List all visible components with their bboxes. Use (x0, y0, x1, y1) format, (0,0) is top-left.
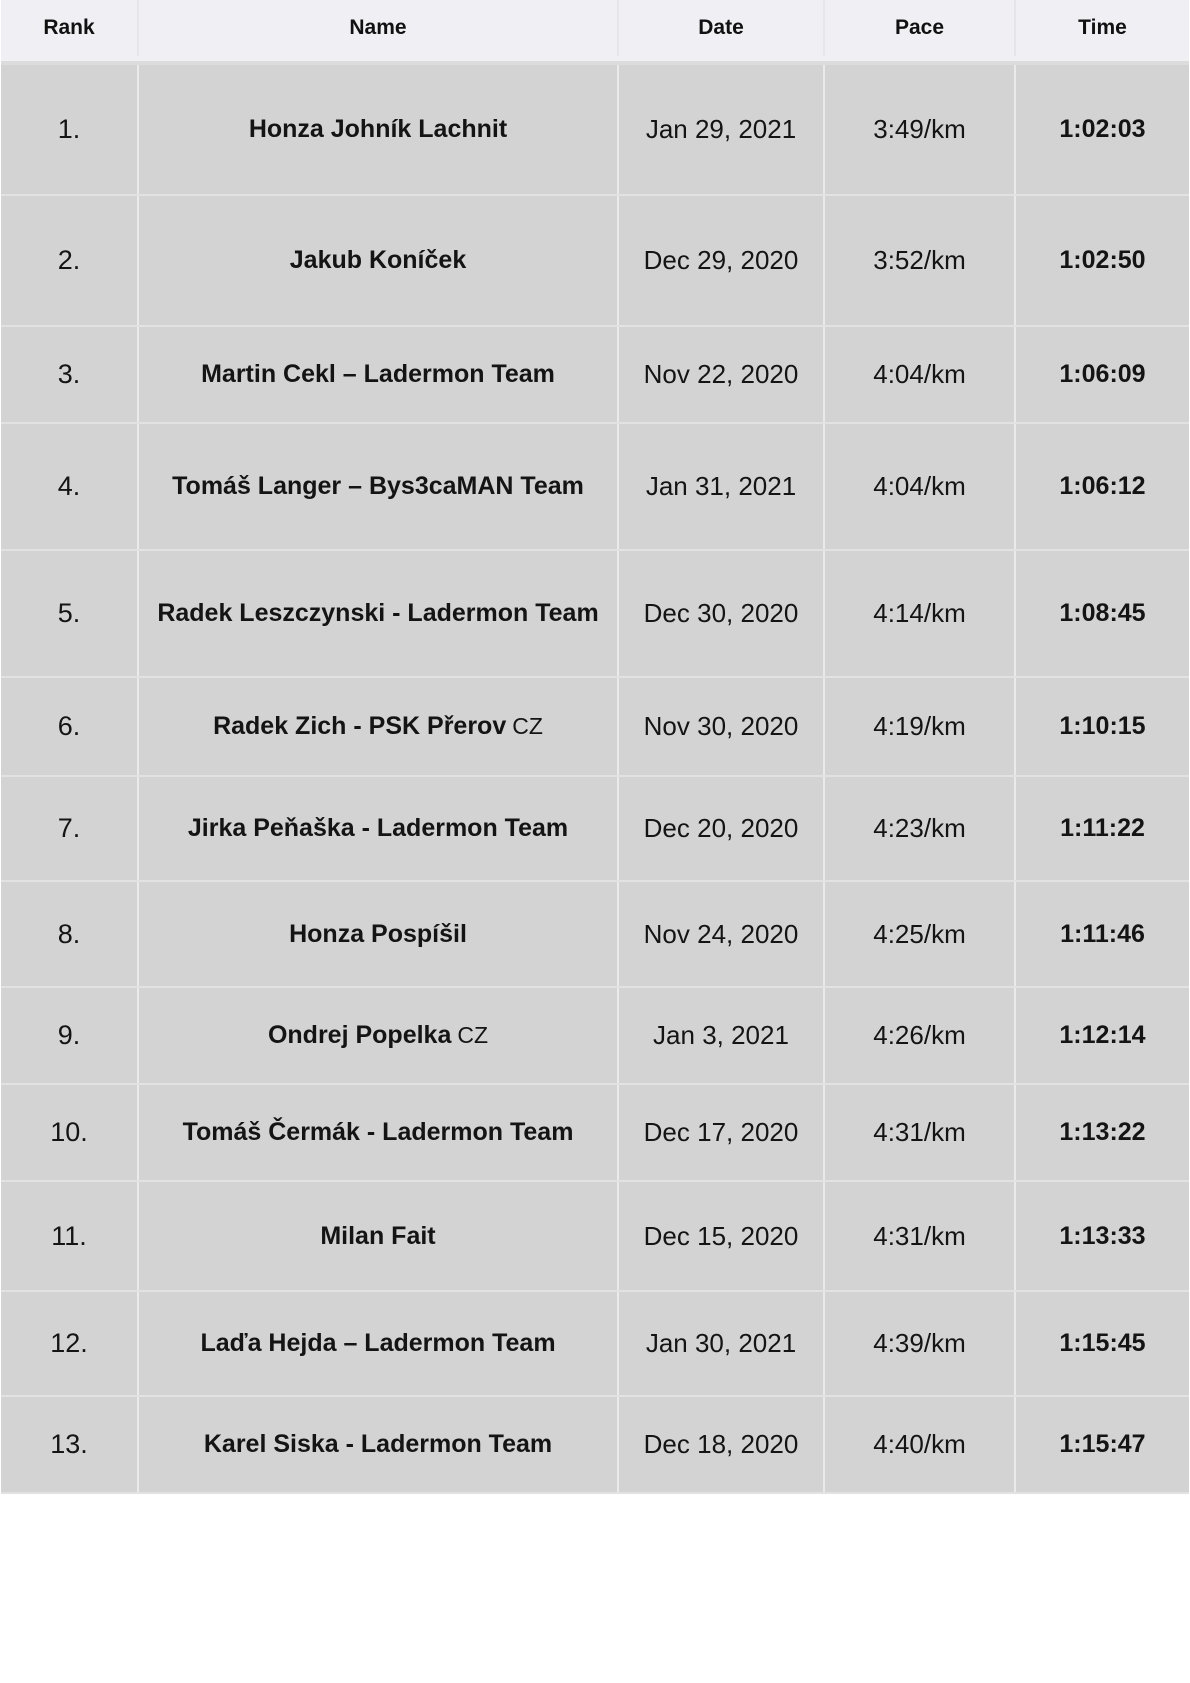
time-cell: 1:06:12 (1059, 472, 1146, 500)
rank-cell: 10. (1, 1085, 139, 1180)
time-cell: 1:10:15 (1059, 712, 1146, 740)
pace-cell: 4:14/km (825, 551, 1016, 676)
name-cell (139, 882, 619, 986)
rank-cell: 2. (1, 196, 139, 325)
table-row (1, 65, 1189, 196)
pace-cell: 4:04/km (825, 424, 1016, 549)
name-cell (139, 424, 619, 549)
date-cell: Dec 30, 2020 (619, 551, 825, 676)
name-cell (139, 678, 619, 775)
runner-name: Karel Siska - Ladermon Team (203, 1430, 553, 1458)
pace-cell: 4:31/km (825, 1182, 1016, 1290)
date-cell: Dec 18, 2020 (619, 1397, 825, 1492)
runner-name: Honza Johník Lachnit (248, 115, 508, 143)
pace-cell: 4:26/km (825, 988, 1016, 1083)
table-body (1, 65, 1189, 1494)
runner-name: Tomáš Čermák - Ladermon Team (182, 1118, 574, 1146)
rank-cell: 4. (1, 424, 139, 549)
table-row (1, 678, 1189, 777)
table-row (1, 1397, 1189, 1494)
pace-cell: 4:23/km (825, 777, 1016, 880)
date-cell: Jan 30, 2021 (619, 1292, 825, 1395)
date-cell: Dec 15, 2020 (619, 1182, 825, 1290)
rank-cell: 5. (1, 551, 139, 676)
time-cell: 1:08:45 (1059, 599, 1146, 627)
date-cell: Jan 3, 2021 (619, 988, 825, 1083)
country-code: CZ (512, 713, 543, 739)
rank-cell: 12. (1, 1292, 139, 1395)
table-row (1, 424, 1189, 551)
time-cell: 1:11:46 (1060, 919, 1145, 948)
table-row (1, 1085, 1189, 1182)
rank-cell: 13. (1, 1397, 139, 1492)
runner-name: Radek Leszczynski - Ladermon Team (157, 599, 599, 627)
runner-name: Honza Pospíšil (289, 919, 467, 948)
time-cell: 1:06:09 (1059, 360, 1146, 388)
date-cell: Jan 29, 2021 (619, 65, 825, 194)
header-date: Date (619, 0, 825, 56)
runner-name: Martin Cekl – Ladermon Team (201, 360, 555, 388)
date-cell: Dec 17, 2020 (619, 1085, 825, 1180)
date-cell: Jan 31, 2021 (619, 424, 825, 549)
name-cell (139, 1397, 619, 1492)
name-cell (139, 988, 619, 1083)
rank-cell: 3. (1, 327, 139, 422)
table-row (1, 1292, 1189, 1397)
table-row (1, 551, 1189, 678)
pace-cell: 4:04/km (825, 327, 1016, 422)
runner-name: Ondrej Popelka (267, 1021, 452, 1049)
pace-cell: 4:31/km (825, 1085, 1016, 1180)
rank-cell: 7. (1, 777, 139, 880)
header-pace: Pace (825, 0, 1016, 56)
table-row (1, 988, 1189, 1085)
rank-cell: 1. (1, 65, 139, 194)
table-row (1, 882, 1189, 988)
header-name: Name (139, 0, 619, 56)
table-row (1, 327, 1189, 424)
runner-name: Jakub Koníček (289, 246, 467, 274)
table-row (1, 777, 1189, 882)
time-cell: 1:11:22 (1060, 814, 1145, 842)
header-time: Time (1078, 16, 1127, 39)
time-cell: 1:13:22 (1059, 1118, 1146, 1146)
pace-cell: 4:25/km (825, 882, 1016, 986)
rank-cell: 9. (1, 988, 139, 1083)
name-cell (139, 196, 619, 325)
date-cell: Dec 29, 2020 (619, 196, 825, 325)
pace-cell: 3:49/km (825, 65, 1016, 194)
runner-name: Jirka Peňaška - Ladermon Team (187, 814, 569, 842)
date-cell: Nov 30, 2020 (619, 678, 825, 775)
pace-cell: 4:19/km (825, 678, 1016, 775)
rank-cell: 11. (1, 1182, 139, 1290)
name-cell (139, 777, 619, 880)
rank-cell: 6. (1, 678, 139, 775)
pace-cell: 4:40/km (825, 1397, 1016, 1492)
name-cell (139, 1292, 619, 1395)
name-cell (139, 327, 619, 422)
runner-name: Radek Zich - PSK Přerov (213, 712, 507, 740)
name-cell (139, 65, 619, 194)
country-code: CZ (457, 1022, 489, 1048)
header-rank: Rank (1, 0, 139, 56)
time-cell: 1:15:47 (1059, 1430, 1146, 1458)
time-cell: 1:13:33 (1059, 1221, 1146, 1250)
time-cell: 1:12:14 (1059, 1021, 1146, 1049)
time-cell: 1:15:45 (1059, 1329, 1146, 1357)
name-cell (139, 1182, 619, 1290)
time-cell: 1:02:03 (1059, 115, 1146, 143)
leaderboard-table (1, 0, 1189, 1494)
name-cell (139, 551, 619, 676)
date-cell: Nov 24, 2020 (619, 882, 825, 986)
runner-name: Milan Fait (320, 1221, 436, 1250)
table-row (1, 1182, 1189, 1292)
table-row (1, 196, 1189, 327)
date-cell: Nov 22, 2020 (619, 327, 825, 422)
runner-name: Tomáš Langer – Bys3caMAN Team (172, 472, 584, 500)
date-cell: Dec 20, 2020 (619, 777, 825, 880)
pace-cell: 3:52/km (825, 196, 1016, 325)
time-cell: 1:02:50 (1059, 246, 1146, 274)
name-cell (139, 1085, 619, 1180)
table-header (1, 0, 1189, 65)
runner-name: Laďa Hejda – Ladermon Team (200, 1329, 556, 1357)
pace-cell: 4:39/km (825, 1292, 1016, 1395)
rank-cell: 8. (1, 882, 139, 986)
